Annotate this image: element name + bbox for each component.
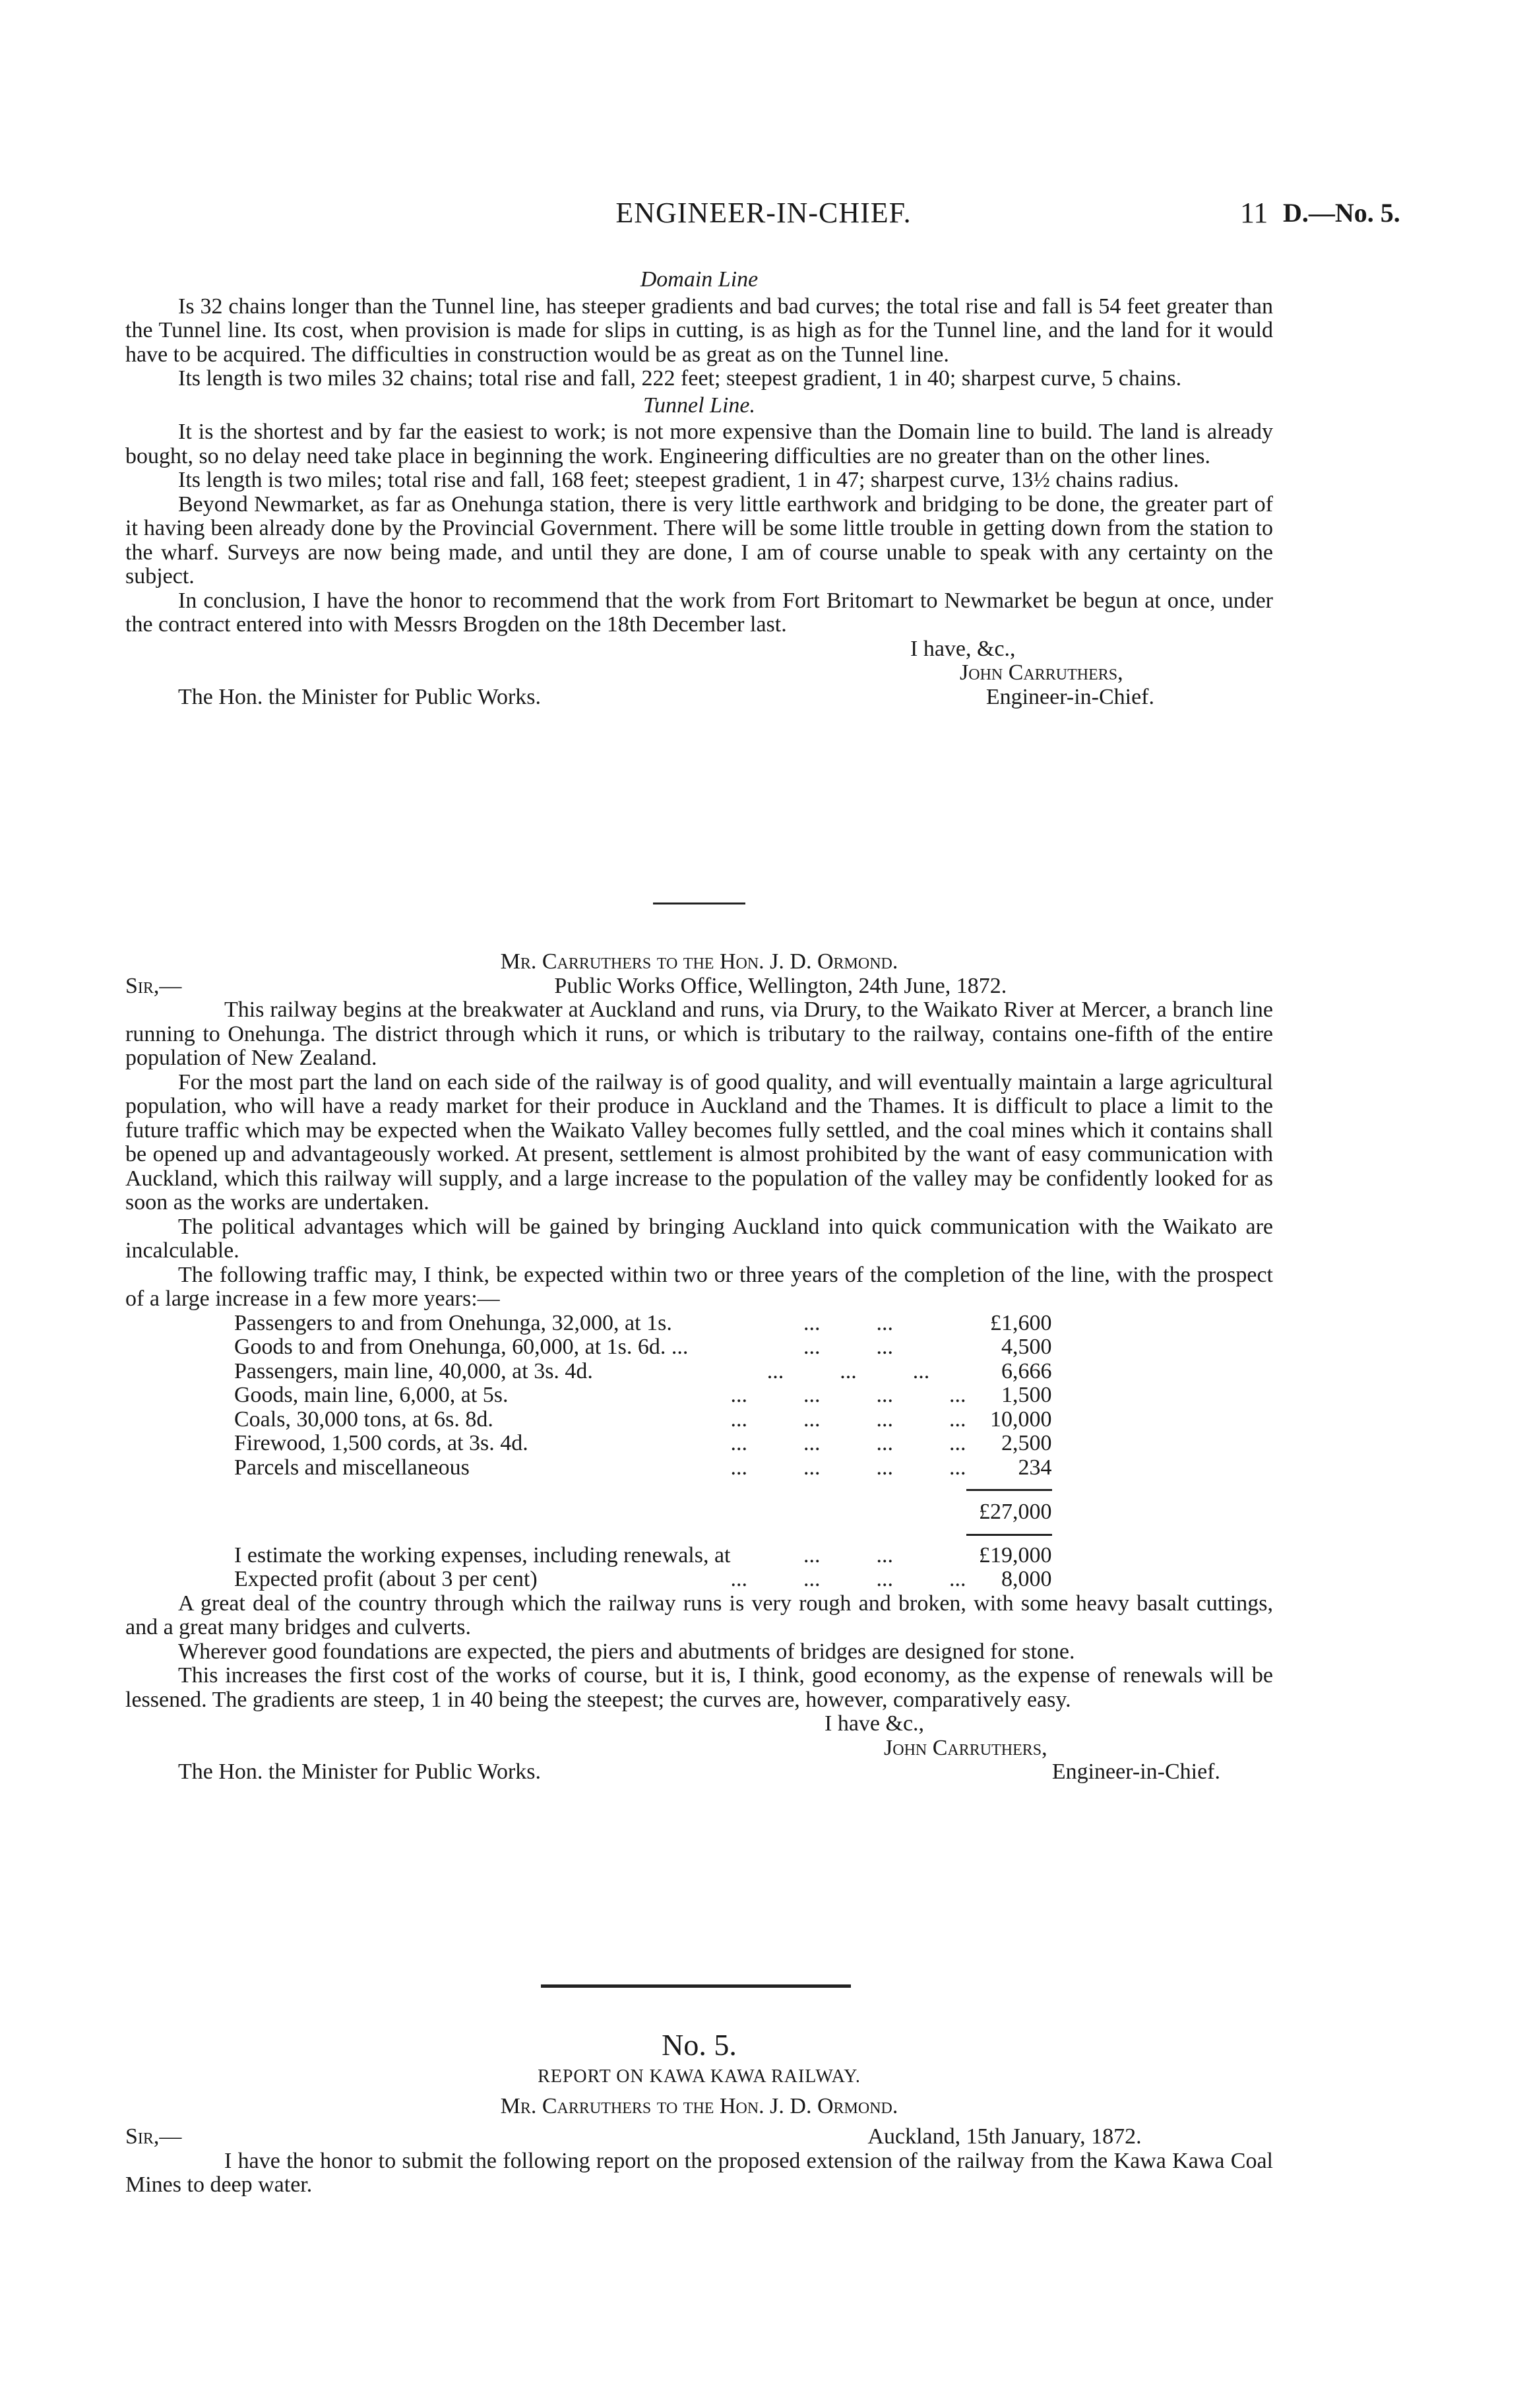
paragraph: Beyond Newmarket, as far as Onehunga station, there is very little earthwork and bridging to be done, the greater part of it having been already done by the Provincial Government. There will be some little trouble in getting down from the station to the wharf. Surveys are now being made, and until they are done, I am of course unable to speak with any certainty on the subject.	[125, 491, 1273, 588]
total-row	[234, 1500, 1052, 1525]
table-row	[234, 1360, 1052, 1384]
expenses-amount: £19,000	[979, 1542, 1052, 1568]
traffic-amount: 6,666	[1001, 1358, 1052, 1383]
table-row	[234, 1568, 1052, 1592]
place-date: Auckland, 15th January, 1872.	[867, 2124, 1142, 2149]
domain-line-heading: Domain Line	[640, 267, 759, 292]
addressee: The Hon. the Minister for Public Works.	[178, 684, 542, 709]
divider	[653, 903, 745, 904]
table-row	[234, 1408, 1052, 1432]
paragraph: Its length is two miles; total rise and fall, 168 feet; steepest gradient, 1 in 47; sharpest curve, 13½ chains radius.	[178, 468, 1179, 492]
section-domain-tunnel	[125, 265, 1273, 709]
expenses-item: I estimate the working expenses, including renewals, at	[234, 1542, 731, 1568]
paragraph: Is 32 chains longer than the Tunnel line, has steeper gradients and bad curves; the total rise and fall is 54 feet greater than the Tunnel line. Its cost, when provision is made for slips in cutting, is as high as for the Tunnel line, and the land for it would have to be acquired. The difficulties in construction would be as great as on the Tunnel line.	[125, 294, 1273, 367]
paragraph: For the most part the land on each side of the railway is of good quality, and will eventually maintain a large agricultural population, who will have a ready market for their produce in Auckland and the Thames. It is difficult to place a limit to the future traffic which may be expected when the Waikato Valley becomes fully settled, and the coal mines which it contains shall be opened up and advantageously worked. At present, settlement is almost prohibited by the want of easy communication with Auckland, which this railway will supply, and a large increase to the population of the valley may be confidently looked for as soon as the works are undertaken.	[125, 1069, 1273, 1215]
traffic-item: Coals, 30,000 tons, at 6s. 8d.	[234, 1407, 493, 1432]
leader-dots: ... ... ... ...	[730, 1431, 966, 1455]
running-header-title: ENGINEER-IN-CHIEF.	[615, 197, 912, 229]
table-row	[234, 1312, 1052, 1336]
letter-heading: Mr. Carruthers to the Hon. J. D. Ormond.	[500, 949, 898, 974]
paragraph: A great deal of the country through which the railway runs is very rough and broken, with some heavy basalt cuttings, and a great many bridges and culverts.	[125, 1591, 1273, 1639]
leader-dots: ... ... ...	[766, 1358, 930, 1383]
paragraph: This increases the first cost of the works of course, but it is, I think, good economy, as the expense of renewals will be lessened. The gradients are steep, 1 in 40 being the steepest; the curves are, however, comparatively easy.	[125, 1663, 1273, 1712]
paragraph: I have the honor to submit the following report on the proposed extension of the railway from the Kawa Kawa Coal Mines to deep water.	[125, 2148, 1273, 2197]
table-row	[234, 1456, 1052, 1480]
profit-item: Expected profit (about 3 per cent)	[234, 1567, 538, 1591]
divider	[541, 1984, 851, 1988]
place-date: Public Works Office, Wellington, 24th June, 1872.	[554, 973, 1007, 998]
traffic-item: Goods to and from Onehunga, 60,000, at 1s. 6d. ...	[234, 1335, 689, 1359]
traffic-item: Firewood, 1,500 cords, at 3s. 4d.	[234, 1431, 528, 1455]
signature: John Carruthers,	[884, 1735, 1047, 1760]
traffic-amount: 234	[1018, 1455, 1052, 1480]
paragraph: The political advantages which will be gained by bringing Auckland into quick communication with the Waikato are incalculable.	[125, 1214, 1273, 1263]
letter-heading: Mr. Carruthers to the Hon. J. D. Ormond.	[500, 2093, 898, 2118]
signature-block	[125, 685, 1273, 710]
leader-dots: ... ... ... ...	[730, 1455, 966, 1480]
leader-dots: ... ...	[803, 1310, 893, 1335]
leader-dots: ... ... ... ...	[730, 1407, 966, 1432]
salutation: Sir,—	[125, 2124, 182, 2149]
paragraph: It is the shortest and by far the easiest to work; is not more expensive than the Domain line to build. The land is already bought, so no delay need take place in beginning the work. Engineering difficulties are no greater than on the other lines.	[125, 420, 1273, 468]
section-letter-june-1872	[125, 950, 1273, 1785]
report-title: REPORT ON KAWA KAWA RAILWAY.	[538, 2066, 861, 2087]
leader-dots: ... ...	[803, 1335, 893, 1359]
total-amount: £27,000	[979, 1500, 1052, 1524]
traffic-amount: 2,500	[1001, 1431, 1052, 1455]
traffic-item: Passengers, main line, 40,000, at 3s. 4d.	[234, 1358, 593, 1383]
leader-dots: ... ... ... ...	[730, 1567, 966, 1591]
traffic-amount: £1,600	[990, 1310, 1052, 1335]
table-row	[234, 1432, 1052, 1456]
addressee: The Hon. the Minister for Public Works.	[178, 1759, 542, 1784]
profit-amount: 8,000	[1001, 1567, 1052, 1591]
salutation: Sir,—	[125, 973, 182, 998]
paragraph: Wherever good foundations are expected, the piers and abutments of bridges are designed for stone.	[178, 1639, 1075, 1664]
section-number: No. 5.	[662, 2028, 737, 2062]
document-reference: D.—No. 5.	[1283, 198, 1400, 228]
paragraph: The following traffic may, I think, be expected within two or three years of the completion of the line, with the prospect of a large increase in a few more years:—	[125, 1262, 1273, 1311]
traffic-amount: 4,500	[1001, 1335, 1052, 1359]
paragraph: Its length is two miles 32 chains; total rise and fall, 222 feet; steepest gradient, 1 in 40; sharpest curve, 5 chains.	[178, 366, 1182, 391]
table-row	[234, 1383, 1052, 1408]
paragraph: This railway begins at the breakwater at Auckland and runs, via Drury, to the Waikato River at Mercer, a branch line running to Onehunga. The district through which it runs, or which is tributary to the railway, contains one-fifth of the entire population of New Zealand.	[125, 998, 1273, 1070]
closing: I have, &c.,	[910, 636, 1016, 661]
signatory-title: Engineer-in-Chief.	[985, 684, 1154, 709]
traffic-item: Passengers to and from Onehunga, 32,000, at 1s.	[234, 1310, 672, 1335]
tunnel-line-heading: Tunnel Line.	[642, 393, 756, 418]
paragraph: In conclusion, I have the honor to recommend that the work from Fort Britomart to Newmarket be begun at once, under the contract entered into with Messrs Brogden on the 18th December last.	[125, 588, 1273, 637]
traffic-amount: 10,000	[990, 1407, 1052, 1432]
traffic-table	[234, 1312, 1052, 1592]
traffic-item: Goods, main line, 6,000, at 5s.	[234, 1383, 509, 1407]
table-row	[234, 1335, 1052, 1360]
salutation-line	[125, 974, 1273, 999]
signatory-title: Engineer-in-Chief.	[1051, 1759, 1220, 1784]
section-no-5	[125, 2025, 1273, 2198]
traffic-amount: 1,500	[1001, 1383, 1052, 1407]
page-number: 11	[1240, 197, 1268, 229]
closing: I have &c.,	[825, 1711, 925, 1736]
table-row	[234, 1544, 1052, 1568]
signature: John Carruthers,	[960, 660, 1123, 685]
signature-block	[125, 1760, 1273, 1785]
salutation-line	[125, 2125, 1273, 2149]
leader-dots: ... ... ... ...	[730, 1383, 966, 1407]
leader-dots: ... ...	[803, 1542, 893, 1568]
traffic-item: Parcels and miscellaneous	[234, 1455, 470, 1480]
